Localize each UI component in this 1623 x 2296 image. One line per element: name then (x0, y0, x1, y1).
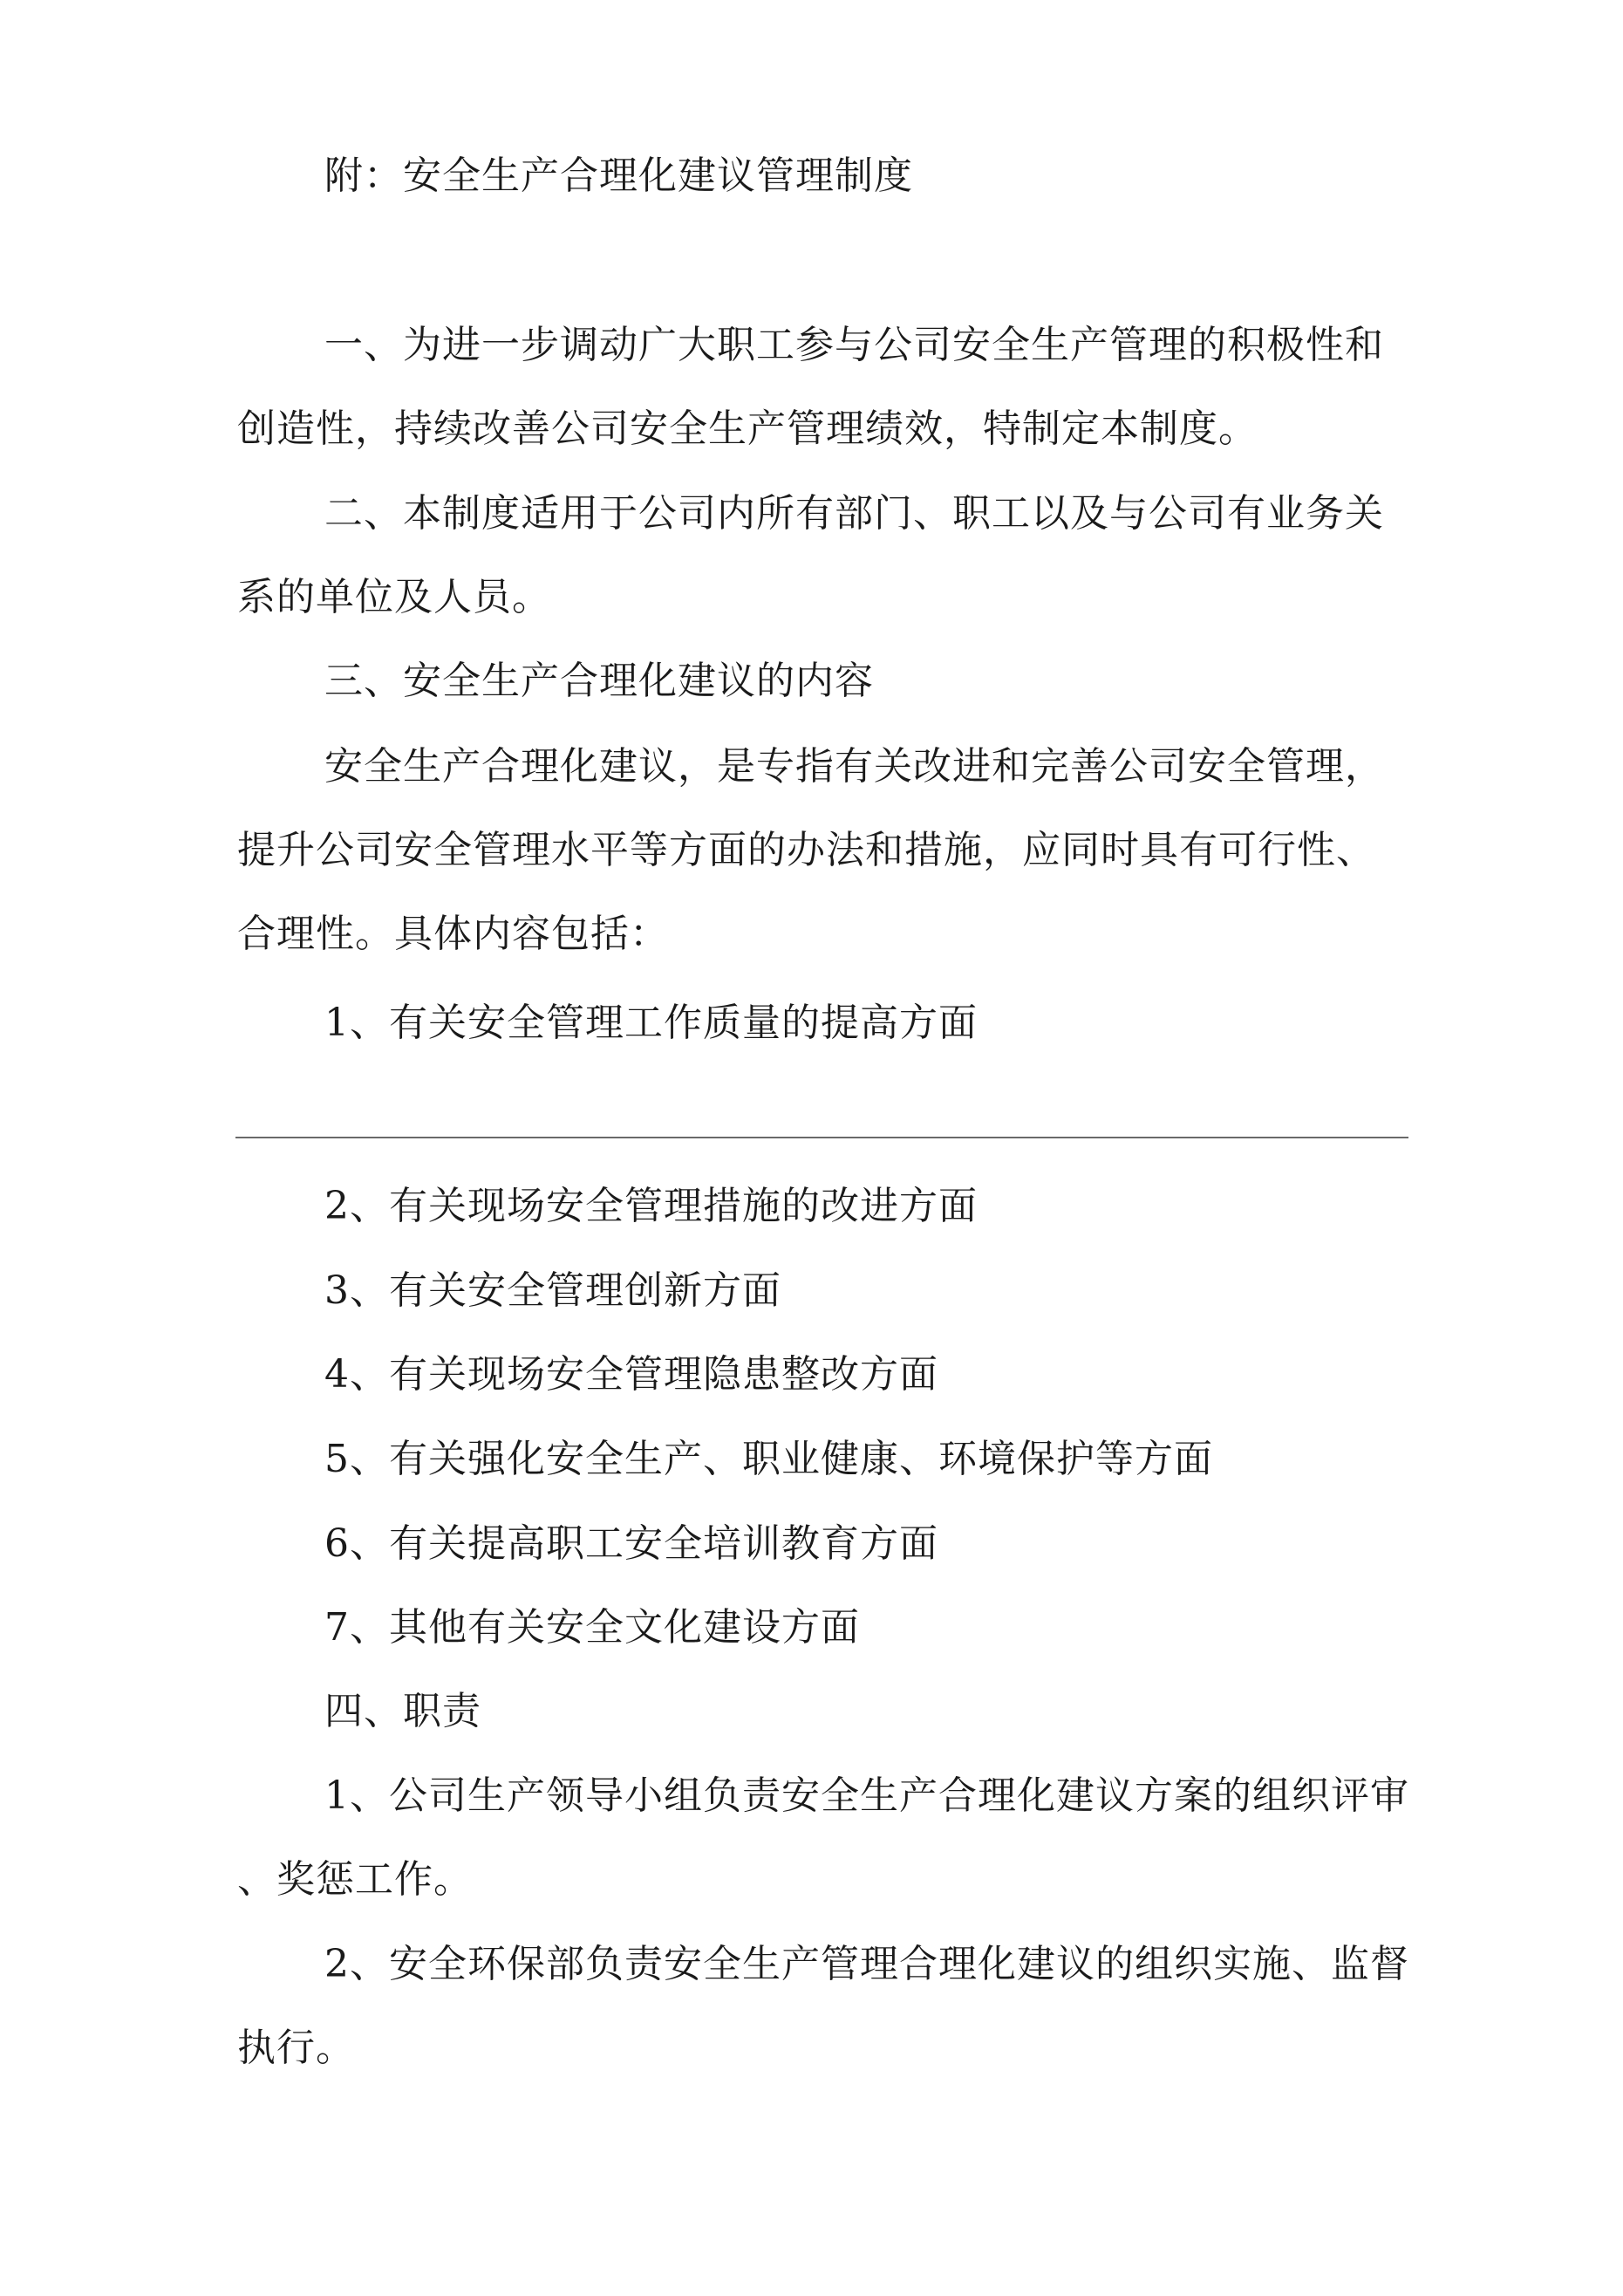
list-item-2: 2、有关现场安全管理措施的改进方面 (324, 1184, 978, 1228)
page-divider (235, 1137, 1408, 1138)
paragraph-2-line-1: 二、本制度适用于公司内所有部门、职工以及与公司有业务关 (324, 491, 1384, 536)
duty-1-line-1: 1、公司生产领导小组负责安全生产合理化建议方案的组织评审 (324, 1773, 1409, 1818)
paragraph-content-line-2: 提升公司安全管理水平等方面的办法和措施，应同时具有可行性、 (237, 828, 1375, 872)
list-item-3: 3、有关安全管理创新方面 (324, 1268, 781, 1313)
document-title: 附：安全生产合理化建议管理制度 (324, 154, 913, 198)
paragraph-content-line-3: 合理性。具体内容包括： (237, 912, 669, 956)
list-item-7: 7、其他有关安全文化建设方面 (324, 1605, 860, 1650)
section-heading-4: 四、职责 (324, 1689, 481, 1733)
paragraph-2-line-2: 系的单位及人员。 (237, 575, 551, 619)
list-item-4: 4、有关现场安全管理隐患整改方面 (324, 1352, 938, 1397)
paragraph-1-line-1: 一、为进一步调动广大职工参与公司安全生产管理的积极性和 (324, 323, 1384, 367)
list-item-1: 1、有关安全管理工作质量的提高方面 (324, 1001, 978, 1045)
paragraph-1-line-2: 创造性，持续改善公司安全生产管理绩效，特制定本制度。 (237, 407, 1258, 451)
duty-2-line-1: 2、安全环保部负责安全生产管理合理化建议的组织实施、监督 (324, 1942, 1409, 1986)
duty-2-line-2: 执行。 (237, 2026, 355, 2070)
duty-1-line-2: 、奖惩工作。 (237, 1857, 473, 1902)
list-item-5: 5、有关强化安全生产、职业健康、环境保护等方面 (324, 1437, 1213, 1481)
list-item-6: 6、有关提高职工安全培训教育方面 (324, 1521, 938, 1566)
paragraph-content-line-1: 安全生产合理化建议，是专指有关改进和完善公司安全管理， (324, 744, 1384, 789)
section-heading-3: 三、安全生产合理化建议的内容 (324, 659, 874, 703)
